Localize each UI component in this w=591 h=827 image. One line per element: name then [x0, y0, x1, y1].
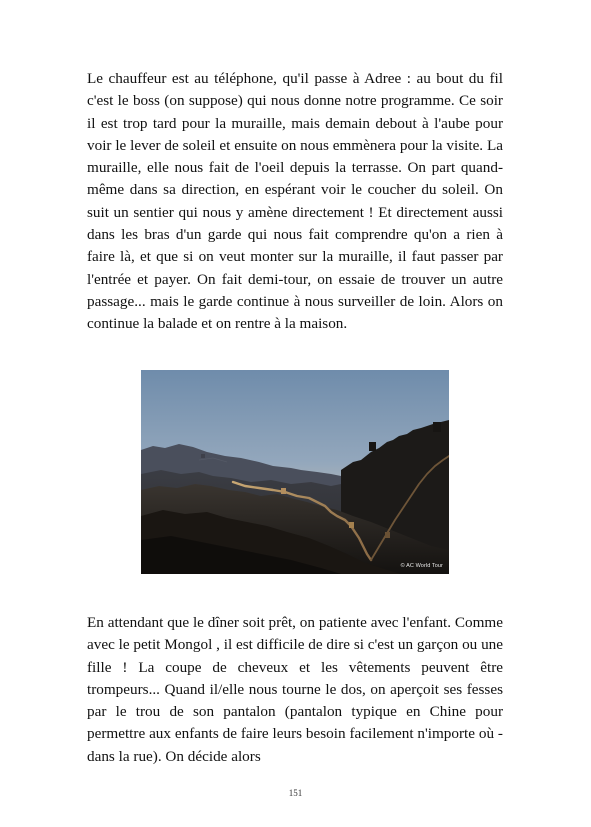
paragraph-1: Le chauffeur est au téléphone, qu'il passe à Adree : au bout du fil c'est le boss (on suppose) qui nous donne notre programme. Ce soir il est trop tard pour la muraille, mais demain debout à l'aube pour voir le lever de soleil et ensuite on nous emmènera pour la visite. La muraille, elle nous fait de l'oeil depuis la terrasse. On part quand-même dans sa direction, en espérant voir le coucher du soleil. On suit un sentier qui nous y amène directement ! Et directement aussi dans les bras d'un garde qui nous fait comprendre qu'on a rien à faire là, et que si on veut monter sur la muraille, il faut passer par l'entrée et payer. On fait demi-tour, on essaie de trouver un autre passage... mais le garde continue à nous surveiller de loin. Alors on continue la balade et on rentre à la maison. — [87, 70, 503, 333]
great-wall-photo — [141, 370, 449, 574]
paragraph-2: En attendant que le dîner soit prêt, on patiente avec l'enfant. Comme avec le petit Mongol , il est difficile de dire si c'est un garçon ou une fille ! La coupe de cheveux et les vêtements peuvent être trompeurs... Quand il/elle nous tourne le dos, on aperçoit ses fesses par le trou de son pantalon (pantalon typique en Chine pour permettre aux enfants de faire leurs besoin facilement n'importe où - dans la rue). On décide alors — [87, 614, 503, 765]
photo-watermark: © AC World Tour — [400, 563, 443, 569]
page-number: 151 — [288, 788, 303, 798]
great-wall-photo-drawing — [141, 370, 449, 574]
